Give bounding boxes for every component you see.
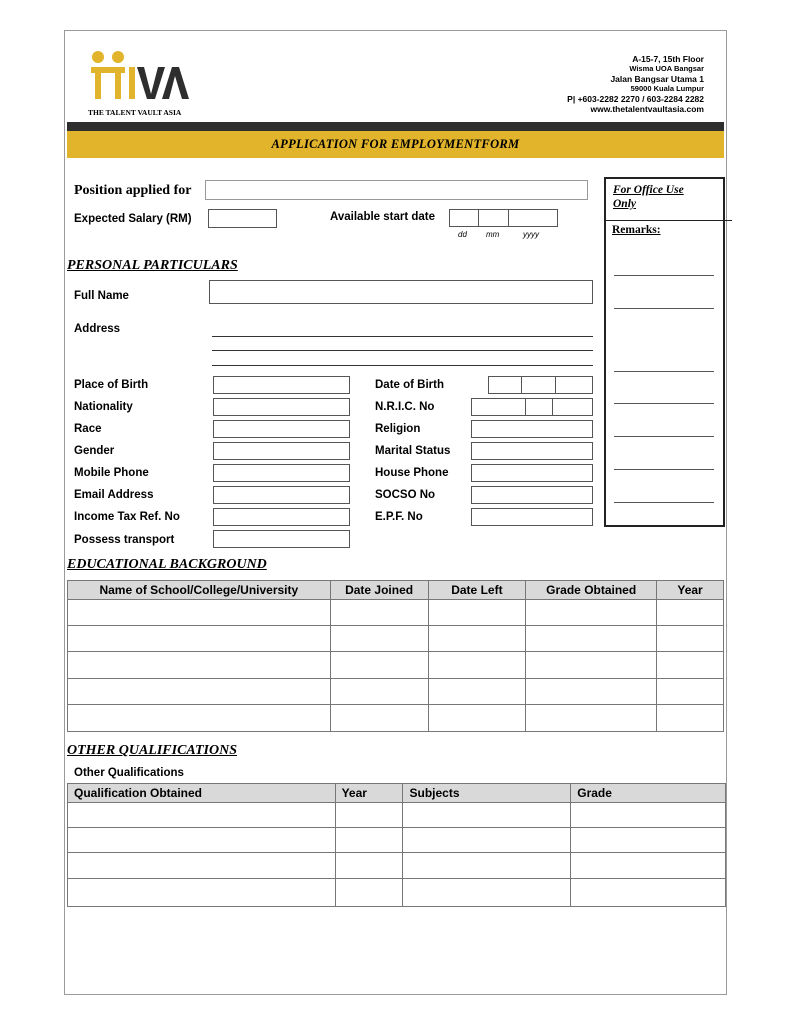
date-of-birth-label: Date of Birth (375, 379, 444, 391)
column-header: Year (657, 581, 724, 600)
start-month-box[interactable] (479, 209, 509, 227)
salary-label: Expected Salary (RM) (74, 213, 192, 225)
start-year-box[interactable] (509, 209, 558, 227)
table-cell[interactable] (428, 679, 526, 705)
company-address (567, 54, 704, 114)
start-date-field[interactable] (449, 209, 558, 227)
gender-label: Gender (74, 445, 115, 457)
table-cell[interactable] (657, 705, 724, 732)
remark-line (614, 275, 714, 276)
table-cell[interactable] (330, 705, 428, 732)
religion-label: Religion (375, 423, 421, 435)
nric-part-3[interactable] (553, 398, 593, 416)
table-row (68, 879, 726, 907)
salary-input[interactable] (208, 209, 277, 228)
mobile-phone-label: Mobile Phone (74, 467, 149, 479)
address-line: Jalan Bangsar Utama 1 (610, 74, 704, 84)
table-row (68, 828, 726, 853)
full-name-input[interactable] (209, 280, 593, 304)
date-of-birth-field[interactable] (488, 376, 593, 394)
table-cell[interactable] (68, 803, 336, 828)
column-header: Name of School/College/University (68, 581, 331, 600)
table-cell[interactable] (428, 626, 526, 652)
email-input[interactable] (213, 486, 350, 504)
address-line-3[interactable] (212, 365, 593, 366)
ttva-logo-mark (88, 50, 198, 102)
education-header-row (68, 581, 724, 600)
table-cell[interactable] (428, 705, 526, 732)
table-cell[interactable] (68, 828, 336, 853)
remark-line (614, 371, 714, 372)
other-qualifications-section-title: OTHER QUALIFICATIONS (67, 743, 237, 758)
email-label: Email Address (74, 489, 154, 501)
address-line-1[interactable] (212, 336, 593, 337)
company-logo (88, 50, 198, 118)
remark-line (614, 436, 714, 437)
table-cell[interactable] (657, 600, 724, 626)
table-cell[interactable] (571, 879, 726, 907)
table-cell[interactable] (330, 679, 428, 705)
address-line: www.thetalentvaultasia.com (590, 104, 704, 114)
start-dd-hint: dd (458, 230, 467, 239)
start-date-label: Available start date (330, 211, 436, 223)
position-input[interactable] (205, 180, 588, 200)
table-row (68, 705, 724, 732)
epf-input[interactable] (471, 508, 593, 526)
transport-input[interactable] (213, 530, 350, 548)
table-row (68, 600, 724, 626)
column-header: Qualification Obtained (68, 784, 336, 803)
column-header: Grade (571, 784, 726, 803)
table-cell[interactable] (335, 879, 403, 907)
table-cell[interactable] (526, 652, 657, 679)
place-of-birth-label: Place of Birth (74, 379, 149, 391)
office-use-title: For Office Use Only (613, 184, 684, 210)
house-phone-label: House Phone (375, 467, 449, 479)
mobile-phone-input[interactable] (213, 464, 350, 482)
nric-label: N.R.I.C. No (375, 401, 435, 413)
dark-divider-bar (67, 122, 724, 131)
epf-label: E.P.F. No (375, 511, 423, 523)
table-cell[interactable] (403, 828, 571, 853)
table-cell[interactable] (330, 626, 428, 652)
nationality-input[interactable] (213, 398, 350, 416)
logo-tagline: THE TALENT VAULT ASIA (88, 108, 182, 117)
table-row (68, 626, 724, 652)
table-cell[interactable] (68, 600, 331, 626)
table-cell[interactable] (657, 679, 724, 705)
nric-part-1[interactable] (471, 398, 526, 416)
education-table (67, 580, 724, 732)
personal-section-title: PERSONAL PARTICULARS (67, 258, 238, 273)
table-cell[interactable] (571, 803, 726, 828)
start-day-box[interactable] (449, 209, 479, 227)
table-cell[interactable] (68, 705, 331, 732)
qualifications-header-row (68, 784, 726, 803)
address-line: P| +603-2282 2270 / 603-2284 2282 (567, 94, 704, 104)
table-cell[interactable] (68, 626, 331, 652)
table-cell[interactable] (428, 652, 526, 679)
dob-day-box[interactable] (488, 376, 522, 394)
religion-input[interactable] (471, 420, 593, 438)
start-mm-hint: mm (486, 230, 500, 239)
house-phone-input[interactable] (471, 464, 593, 482)
table-cell[interactable] (571, 853, 726, 879)
table-cell[interactable] (428, 600, 526, 626)
form-title-bar (67, 131, 724, 158)
remarks-label: Remarks: (612, 224, 661, 236)
address-line: 59000 Kuala Lumpur (630, 84, 704, 93)
other-qualifications-subtitle: Other Qualifications (74, 767, 184, 779)
table-cell[interactable] (526, 705, 657, 732)
table-cell[interactable] (330, 652, 428, 679)
address-line: Wisma UOA Bangsar (629, 64, 704, 73)
table-cell[interactable] (68, 853, 336, 879)
dob-month-box[interactable] (522, 376, 556, 394)
form-title: APPLICATION FOR EMPLOYMENTFORM (271, 137, 520, 151)
table-cell[interactable] (526, 600, 657, 626)
race-label: Race (74, 423, 102, 435)
income-tax-label: Income Tax Ref. No (74, 511, 180, 523)
table-cell[interactable] (657, 626, 724, 652)
table-cell[interactable] (526, 626, 657, 652)
place-of-birth-input[interactable] (213, 376, 350, 394)
nationality-label: Nationality (74, 401, 133, 413)
income-tax-input[interactable] (213, 508, 350, 526)
office-divider (604, 220, 732, 221)
table-cell[interactable] (335, 803, 403, 828)
race-input[interactable] (213, 420, 350, 438)
table-cell[interactable] (330, 600, 428, 626)
nric-part-2[interactable] (526, 398, 553, 416)
column-header: Grade Obtained (526, 581, 657, 600)
table-cell[interactable] (657, 652, 724, 679)
table-cell[interactable] (335, 853, 403, 879)
table-cell[interactable] (335, 828, 403, 853)
table-row (68, 652, 724, 679)
column-header: Year (335, 784, 403, 803)
table-row (68, 803, 726, 828)
transport-label: Possess transport (74, 534, 175, 546)
remark-line (614, 403, 714, 404)
dob-year-box[interactable] (556, 376, 593, 394)
socso-label: SOCSO No (375, 489, 436, 501)
address-label: Address (74, 323, 121, 335)
table-cell[interactable] (403, 803, 571, 828)
other-qualifications-table (67, 783, 726, 907)
table-cell[interactable] (68, 652, 331, 679)
start-yyyy-hint: yyyy (523, 230, 539, 239)
table-cell[interactable] (68, 879, 336, 907)
table-cell[interactable] (403, 879, 571, 907)
socso-input[interactable] (471, 486, 593, 504)
table-row (68, 679, 724, 705)
marital-status-label: Marital Status (375, 445, 451, 457)
address-line: A-15-7, 15th Floor (632, 54, 704, 64)
remark-line (614, 502, 714, 503)
remark-line (614, 469, 714, 470)
column-header: Subjects (403, 784, 571, 803)
table-cell[interactable] (68, 679, 331, 705)
table-cell[interactable] (526, 679, 657, 705)
column-header: Date Left (428, 581, 526, 600)
table-row (68, 853, 726, 879)
table-cell[interactable] (403, 853, 571, 879)
nric-field[interactable] (471, 398, 593, 416)
marital-status-input[interactable] (471, 442, 593, 460)
remark-line (614, 308, 714, 309)
full-name-label: Full Name (74, 290, 129, 302)
gender-input[interactable] (213, 442, 350, 460)
position-label: Position applied for (74, 183, 192, 198)
address-line-2[interactable] (212, 350, 593, 351)
education-section-title: EDUCATIONAL BACKGROUND (67, 557, 267, 572)
table-cell[interactable] (571, 828, 726, 853)
column-header: Date Joined (330, 581, 428, 600)
